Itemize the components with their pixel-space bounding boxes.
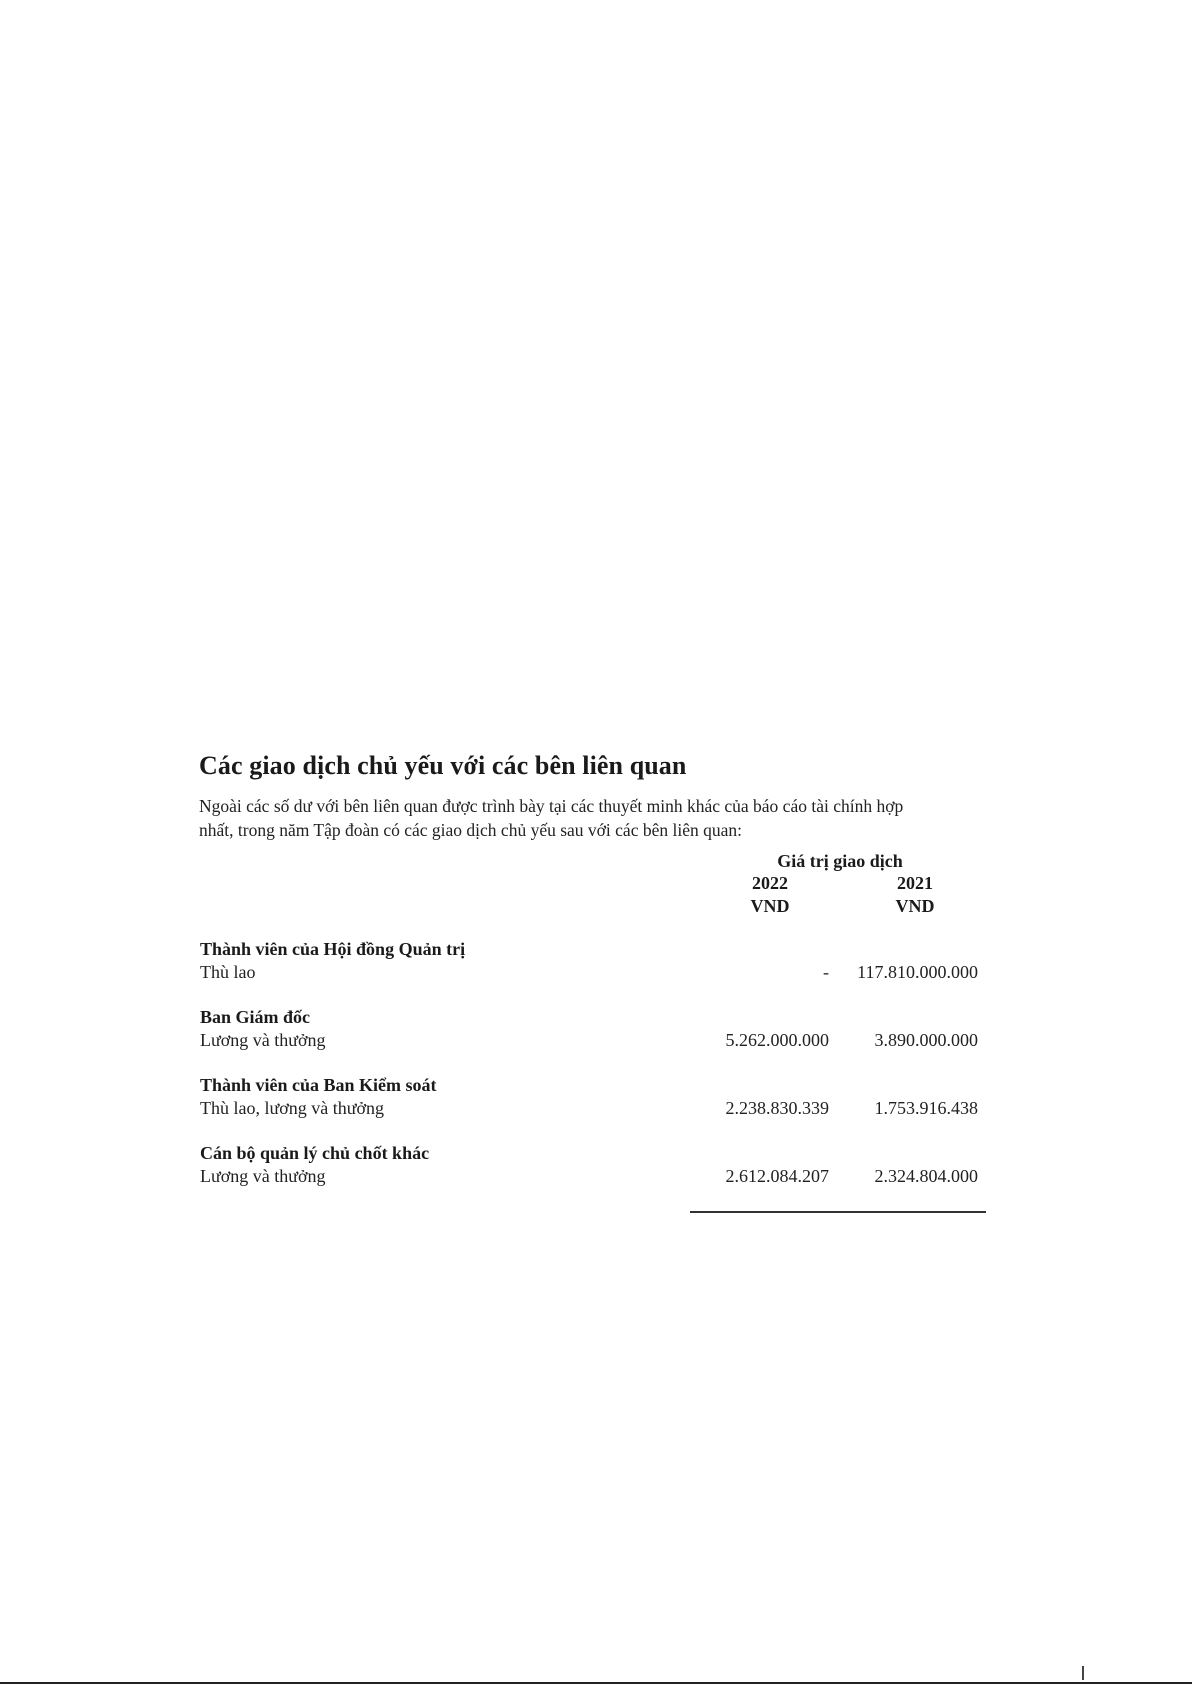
amount-2022: 2.238.830.339 [725,1098,829,1118]
amount-2021: 1.753.916.438 [874,1098,978,1118]
row-label: Lương và thưởng [200,1030,326,1050]
row-group-board-of-directors: Thành viên của Hội đồng Quản trị [200,939,466,959]
page-edge-mark [1082,1666,1084,1680]
amount-2021: 2.324.804.000 [874,1166,978,1186]
row-group-other-key-managers: Cán bộ quản lý chủ chốt khác [200,1143,430,1163]
intro-paragraph-line-1: Ngoài các số dư với bên liên quan được trình bày tại các thuyết minh khác của báo cáo tài chính hợp [199,796,904,816]
column-currency-2021: VND [895,896,935,916]
column-header-year-2021: 2021 [897,873,933,893]
table-bottom-rule [690,1211,986,1213]
amount-2021: 3.890.000.000 [874,1030,978,1050]
row-label: Lương và thưởng [200,1166,326,1186]
row-group-management: Ban Giám đốc [200,1007,311,1027]
page-bottom-border [0,1682,1192,1684]
row-label: Thù lao [200,962,256,982]
amount-2022: 2.612.084.207 [725,1166,829,1186]
amount-2022: - [823,962,829,982]
column-currency-2022: VND [750,896,790,916]
section-title: Các giao dịch chủ yếu với các bên liên quan [199,751,687,780]
row-label: Thù lao, lương và thưởng [200,1098,385,1118]
row-group-supervisory-board: Thành viên của Ban Kiểm soát [200,1075,437,1095]
amount-2021: 117.810.000.000 [857,962,978,982]
amount-2022: 5.262.000.000 [725,1030,829,1050]
intro-paragraph-line-2: nhất, trong năm Tập đoàn có các giao dịch chủ yếu sau với các bên liên quan: [199,820,742,840]
column-header-year-2022: 2022 [752,873,788,893]
transaction-value-header: Giá trị giao dịch [777,851,903,871]
